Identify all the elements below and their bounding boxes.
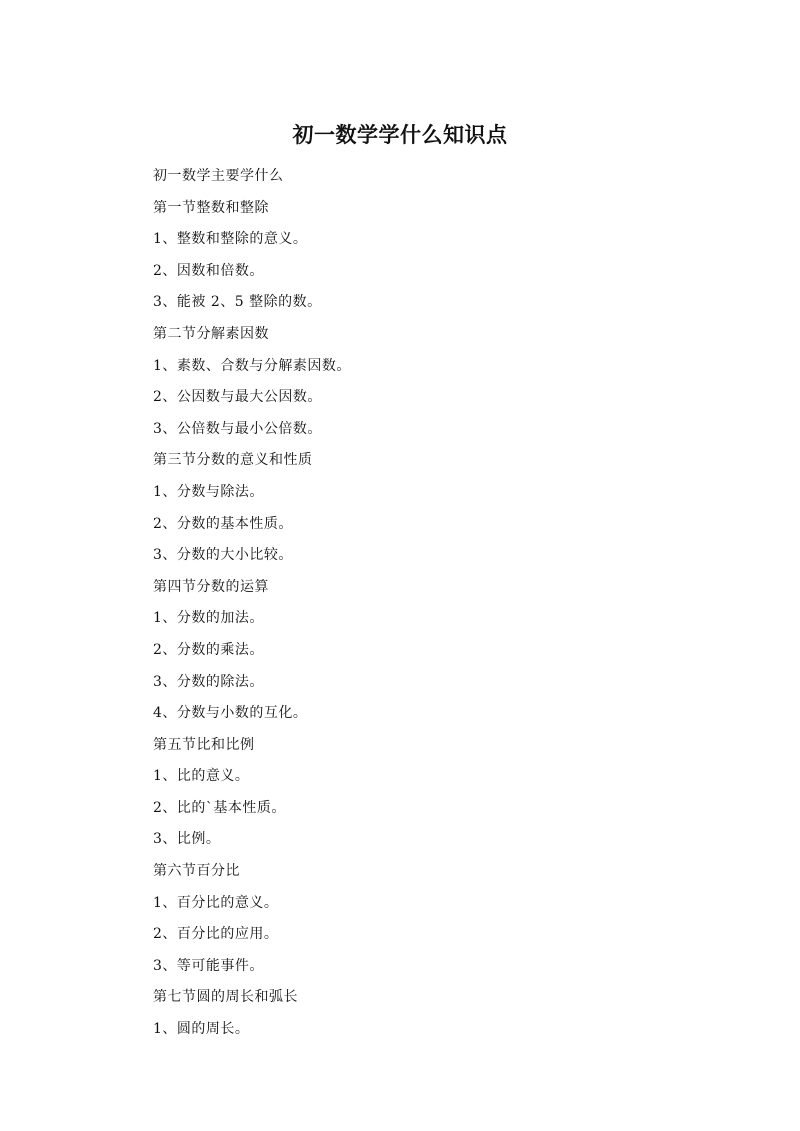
list-item: 2、比的`基本性质。: [153, 799, 286, 816]
list-item: 3、分数的大小比较。: [153, 547, 293, 564]
list-item: 1、比的意义。: [153, 768, 250, 785]
list-item: 1、素数、合数与分解素因数。: [153, 357, 351, 374]
list-item: 3、比例。: [153, 831, 221, 848]
list-item: 2、公因数与最大公因数。: [153, 389, 322, 406]
list-item: 3、分数的除法。: [153, 673, 264, 690]
list-item: 2、分数的乘法。: [153, 641, 264, 658]
section-heading: 第二节分解素因数: [153, 325, 269, 342]
list-item: 1、百分比的意义。: [153, 894, 279, 911]
list-item: 2、百分比的应用。: [153, 926, 279, 943]
section-heading: 第四节分数的运算: [153, 578, 269, 595]
document-body: [153, 161, 673, 1046]
document-title: 初一数学学什么知识点: [292, 123, 508, 147]
section-heading: 第一节整数和整除: [153, 199, 269, 216]
section-heading: 第三节分数的意义和性质: [153, 452, 313, 469]
list-item: 3、能被 2、5 整除的数。: [153, 294, 322, 311]
list-item: 2、因数和倍数。: [153, 262, 264, 279]
list-item: 2、分数的基本性质。: [153, 515, 293, 532]
list-item: 1、圆的周长。: [153, 1021, 250, 1038]
list-item: 3、公倍数与最小公倍数。: [153, 420, 322, 437]
section-heading: 第五节比和比例: [153, 736, 255, 753]
list-item: 1、分数的加法。: [153, 610, 264, 627]
list-item: 1、整数和整除的意义。: [153, 231, 308, 248]
intro-heading: 初一数学主要学什么: [153, 168, 284, 184]
section-heading: 第七节圆的周长和弧长: [153, 989, 298, 1006]
list-item: 4、分数与小数的互化。: [153, 705, 308, 722]
list-item: 1、分数与除法。: [153, 483, 264, 500]
section-heading: 第六节百分比: [153, 863, 240, 880]
list-item: 3、等可能事件。: [153, 957, 264, 974]
